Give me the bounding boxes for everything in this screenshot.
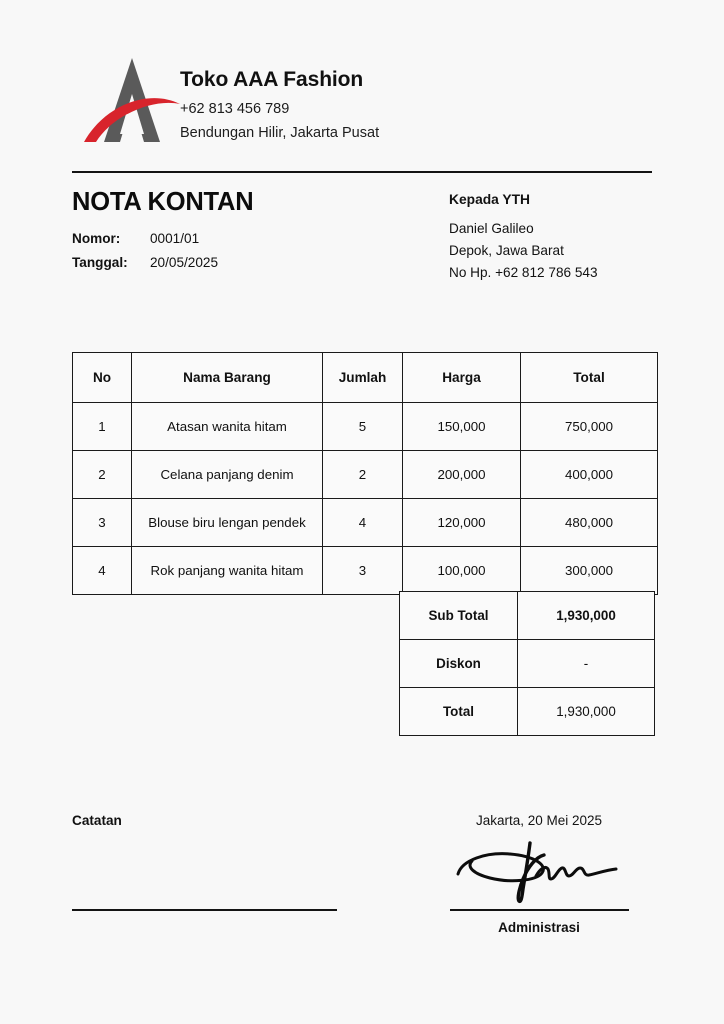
total-value: 1,930,000 <box>518 688 655 736</box>
meta-row-nomor <box>72 231 218 246</box>
meta-label-nomor: Nomor: <box>72 231 121 246</box>
place-date: Jakarta, 20 Mei 2025 <box>475 813 603 828</box>
totals-row-subtotal <box>400 592 655 640</box>
header-divider <box>72 171 652 173</box>
totals-table <box>399 591 655 736</box>
totals-row-total <box>400 688 655 736</box>
recipient-name: Daniel Galileo <box>449 221 534 236</box>
cell-price: 120,000 <box>403 499 521 547</box>
items-table <box>72 352 658 595</box>
company-info <box>180 68 379 145</box>
cell-qty: 2 <box>323 451 403 499</box>
recipient-address: Depok, Jawa Barat <box>449 243 564 259</box>
signature-role-label: Administrasi <box>498 920 580 935</box>
cell-total: 400,000 <box>521 451 658 499</box>
table-row <box>73 403 658 451</box>
meta-label-tanggal: Tanggal: <box>72 255 128 270</box>
column-header-price: Harga <box>403 353 521 403</box>
table-header-row <box>73 353 658 403</box>
table-row <box>73 451 658 499</box>
cell-no: 3 <box>73 499 132 547</box>
cell-price: 150,000 <box>403 403 521 451</box>
catatan-signature-line <box>72 909 337 911</box>
meta-row-tanggal <box>72 255 218 270</box>
company-phone: +62 813 456 789 <box>180 101 290 118</box>
administrasi-signature-line <box>450 909 629 911</box>
table-row <box>73 547 658 595</box>
meta-value-tanggal: 20/05/2025 <box>150 255 219 270</box>
meta-value-nomor: 0001/01 <box>150 231 200 246</box>
column-header-no: No <box>73 353 132 403</box>
handwritten-signature-icon <box>452 833 628 909</box>
catatan-label: Catatan <box>72 813 122 828</box>
cell-qty: 5 <box>323 403 403 451</box>
company-name: Toko AAA Fashion <box>180 68 364 91</box>
cell-name: Atasan wanita hitam <box>132 403 323 451</box>
recipient-phone: No Hp. +62 812 786 543 <box>449 265 598 281</box>
subtotal-value: 1,930,000 <box>518 592 655 640</box>
total-label: Total <box>400 688 518 736</box>
cell-no: 1 <box>73 403 132 451</box>
logo-letter-a-swoosh-icon <box>82 54 182 146</box>
document-meta <box>72 231 218 279</box>
cell-name: Celana panjang denim <box>132 451 323 499</box>
table-row <box>73 499 658 547</box>
recipient-title: Kepada YTH <box>449 192 531 207</box>
recipient-block <box>449 192 598 284</box>
cell-name: Blouse biru lengan pendek <box>132 499 323 547</box>
letterhead <box>72 52 652 152</box>
cell-price: 200,000 <box>403 451 521 499</box>
totals-row-diskon <box>400 640 655 688</box>
cell-name: Rok panjang wanita hitam <box>132 547 323 595</box>
column-header-qty: Jumlah <box>323 353 403 403</box>
cell-total: 300,000 <box>521 547 658 595</box>
cell-qty: 4 <box>323 499 403 547</box>
cell-total: 750,000 <box>521 403 658 451</box>
cell-price: 100,000 <box>403 547 521 595</box>
cell-qty: 3 <box>323 547 403 595</box>
subtotal-label: Sub Total <box>400 592 518 640</box>
cell-no: 2 <box>73 451 132 499</box>
diskon-label: Diskon <box>400 640 518 688</box>
cell-no: 4 <box>73 547 132 595</box>
cell-total: 480,000 <box>521 499 658 547</box>
company-address: Bendungan Hilir, Jakarta Pusat <box>180 124 380 141</box>
diskon-value: - <box>518 640 655 688</box>
column-header-total: Total <box>521 353 658 403</box>
column-header-name: Nama Barang <box>132 353 323 403</box>
page-title: NOTA KONTAN <box>72 188 254 216</box>
